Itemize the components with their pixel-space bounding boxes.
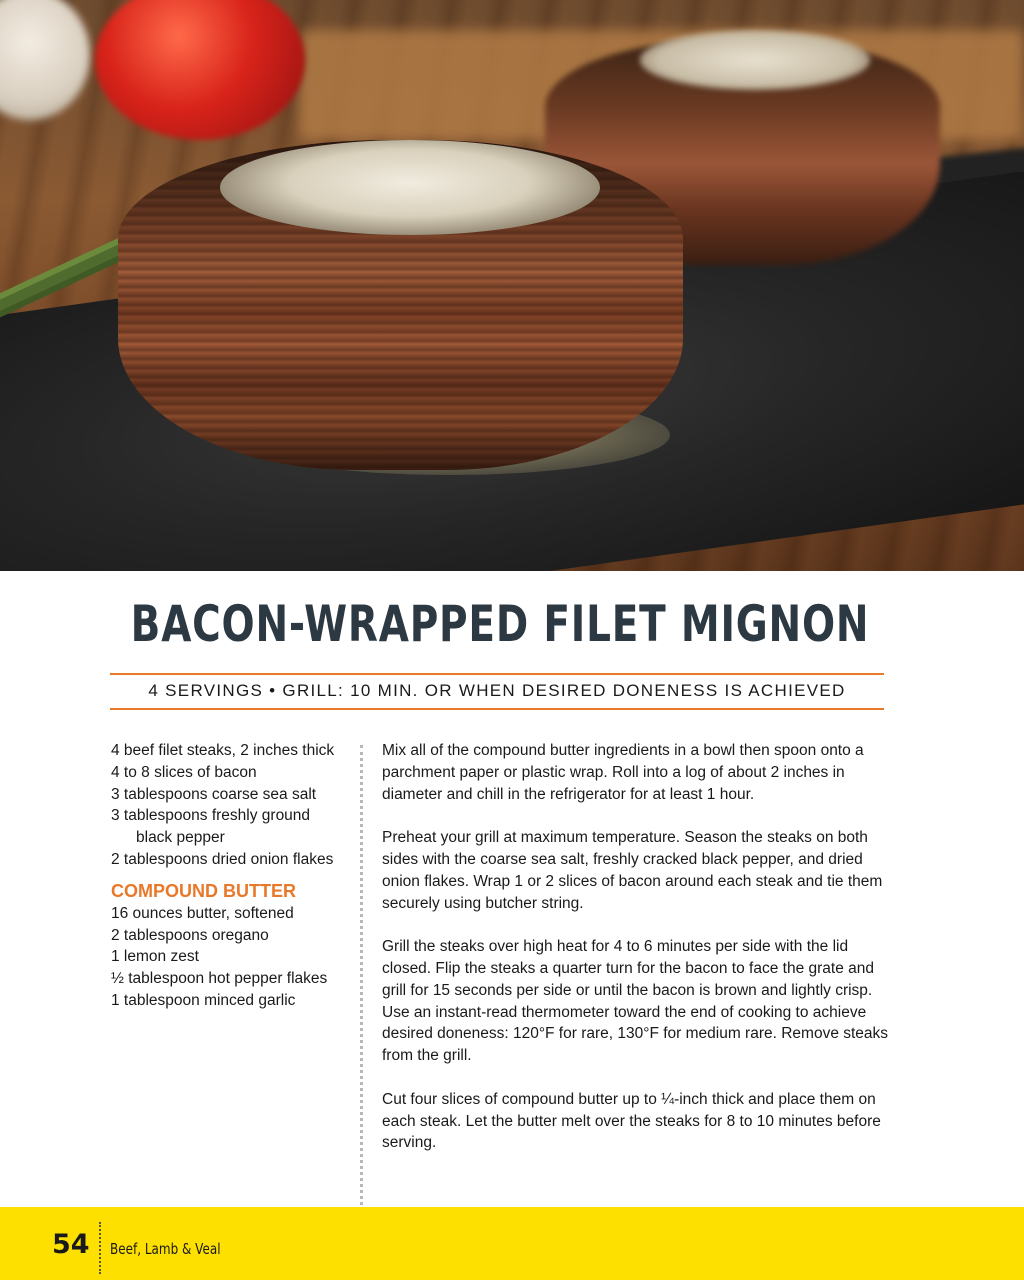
butter-ingredient-item: ½ tablespoon hot pepper flakes	[111, 970, 328, 988]
footer-divider	[99, 1222, 101, 1274]
section-name: Beef, Lamb & Veal	[110, 1240, 221, 1258]
butter-ingredient-item: 16 ounces butter, softened	[111, 904, 294, 922]
ingredient-item: 3 tablespoons coarse sea salt	[111, 785, 317, 803]
ingredient-item: 4 beef filet steaks, 2 inches thick	[111, 742, 335, 759]
instruction-step: Preheat your grill at maximum temperature. Season the steaks on both sides with the coarse sea salt, freshly cracked black pepper, and dried onion flakes. Wrap 1 or 2 slices of bacon around each steak and tie them securely using butcher string.	[382, 829, 883, 912]
hero-photo	[0, 0, 1024, 571]
butter-ingredient-item: 1 lemon zest	[111, 948, 199, 966]
instructions-column	[382, 740, 892, 1176]
butter-ingredient-item: 2 tablespoons oregano	[111, 926, 269, 944]
column-divider	[360, 745, 363, 1205]
ingredient-item: 2 tablespoons dried onion flakes	[111, 850, 334, 868]
ingredients-column	[111, 740, 351, 1012]
servings-line: 4 SERVINGS • GRILL: 10 MIN. OR WHEN DESIRED DONENESS IS ACHIEVED	[148, 681, 846, 700]
instruction-step: Grill the steaks over high heat for 4 to 6 minutes per side with the lid closed. Flip the steaks a quarter turn for the bacon to face the grate and grill for 15 seconds per side or until the bacon is brown and lightly crisp. Use an instant-read thermometer toward the end of cooking to achieve desired doneness: 120°F for rare, 130°F for medium rare. Remove steaks from the grill.	[382, 938, 889, 1065]
page-number: 54	[52, 1229, 90, 1260]
recipe-title: BACON-WRAPPED FILET MIGNON	[130, 595, 870, 653]
divider-bottom	[110, 708, 884, 710]
divider-top	[110, 673, 884, 675]
ingredient-item: 4 to 8 slices of bacon	[111, 763, 257, 781]
ingredient-item-continued: black pepper	[136, 829, 225, 847]
butter-background	[640, 30, 870, 90]
compound-butter-topping	[220, 140, 600, 235]
instruction-step: Mix all of the compound butter ingredients in a bowl then spoon onto a parchment paper or plastic wrap. Roll into a log of about 2 inches in diameter and chill in the refrigerator for at least 1 hour.	[382, 742, 864, 803]
compound-butter-heading: COMPOUND BUTTER	[111, 880, 296, 901]
instruction-step: Cut four slices of compound butter up to ¼-inch thick and place them on each steak. Let the butter melt over the steaks for 8 to 10 minutes before serving.	[382, 1090, 881, 1152]
ingredient-item: 3 tablespoons freshly ground	[111, 807, 311, 825]
butter-ingredient-item: 1 tablespoon minced garlic	[111, 991, 296, 1009]
